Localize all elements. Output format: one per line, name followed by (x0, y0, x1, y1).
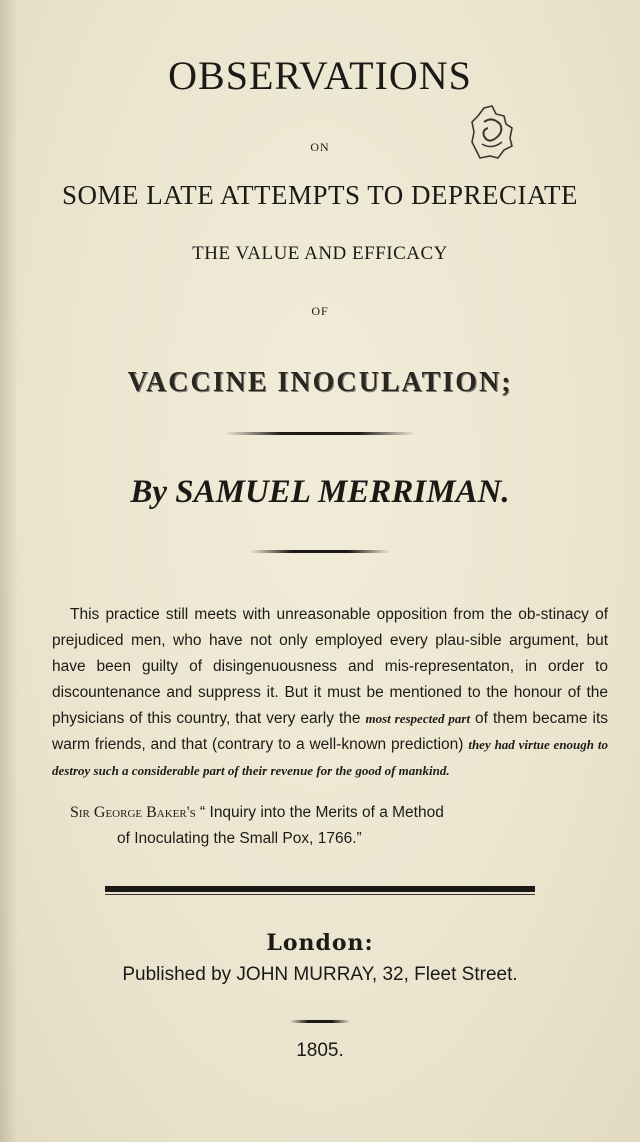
epigraph-italic: most respected part (365, 711, 471, 726)
epigraph-citation (70, 800, 610, 852)
divider-rule (105, 886, 535, 892)
epigraph-text: This practice still meets with unreasonable opposition from the ob-stinacy of prejudiced men, who have not only employed every plau-sible argument, but have been guilty of disingenuousness and mis-representaton, in order to discountenance and suppress it. But it must be mentioned to the honour of the physicians of this country, that very early the (52, 606, 608, 727)
citation-title-cont: of Inoculating the Small Pox, 1766.” (117, 830, 362, 847)
ornamental-rule (225, 432, 415, 435)
author-line: By SAMUEL MERRIMAN. (130, 474, 510, 510)
epigraph-italic: they had virtue enough to destroy such a considerable part of their revenue for the good of mankind. (52, 737, 608, 778)
title-on: ON (310, 140, 330, 154)
title-line-2: THE VALUE AND EFFICACY (192, 243, 448, 264)
imprint-city: London: (266, 930, 374, 956)
imprint-year: 1805. (296, 1040, 344, 1061)
citation-title: “ Inquiry into the Merits of a Method (195, 804, 444, 821)
title-line-1: SOME LATE ATTEMPTS TO DEPRECIATE (61, 180, 579, 210)
ornamental-rule (250, 550, 390, 553)
epigraph-quote (52, 602, 608, 784)
title-of: OF (311, 304, 329, 318)
imprint-publisher: Published by JOHN MURRAY, 32, Fleet Street. (122, 964, 518, 985)
epigraph-text: of them became its warm friends, and that (contrary to a well-known prediction) (52, 710, 608, 753)
title-line-3: VACCINE INOCULATION; (127, 367, 513, 398)
ornamental-rule (290, 1020, 350, 1023)
title-main: OBSERVATIONS (168, 53, 472, 98)
citation-author: Sir George Baker's (70, 804, 196, 821)
